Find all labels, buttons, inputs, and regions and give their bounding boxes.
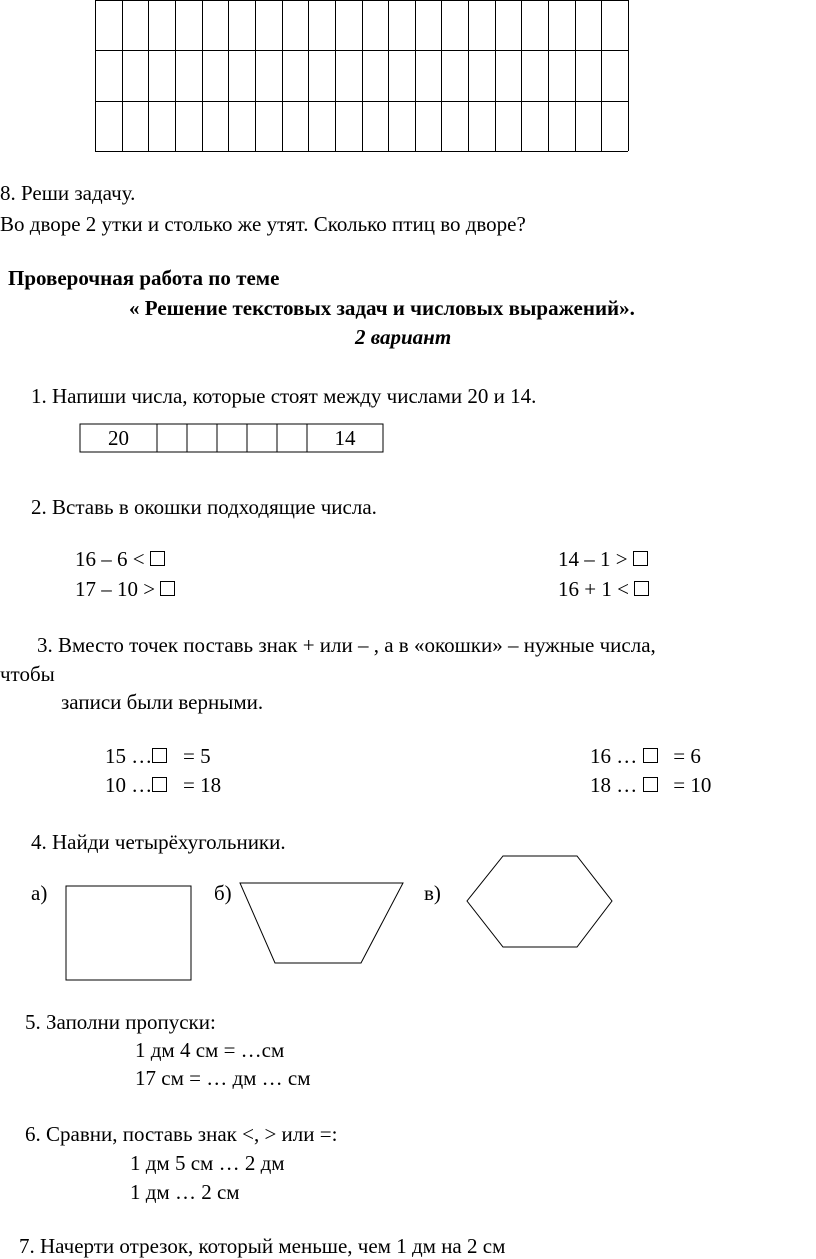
task2-expr-3: 14 – 1 >: [558, 549, 648, 570]
answer-box[interactable]: [643, 777, 658, 792]
task5-line1: 1 дм 4 см = …см: [135, 1038, 285, 1062]
shape-label-a: а): [31, 881, 48, 905]
test-topic: « Решение текстовых задач и числовых выражений».: [129, 296, 635, 320]
task3-text-line3: записи были верными.: [61, 690, 264, 714]
task4-text: 4. Найди четырёхугольники.: [31, 830, 286, 854]
task2-expr-1: 16 – 6 <: [75, 549, 165, 570]
grid-lines: [95, 0, 629, 152]
shape-label-c: в): [424, 881, 441, 905]
task3-text-line1: 3. Вместо точек поставь знак + или – , а в «окошки» – нужные числа,: [37, 633, 656, 657]
shape-label-b: б): [214, 881, 232, 905]
task2-expr-2: 17 – 10 >: [75, 579, 175, 600]
number-cell-start: 20: [108, 426, 129, 450]
task2-expr-4: 16 + 1 <: [558, 579, 649, 600]
task6-text: 6. Сравни, поставь знак <, > или =:: [25, 1122, 338, 1146]
answer-box[interactable]: [634, 581, 649, 596]
answer-box[interactable]: [633, 551, 648, 566]
task5-line2: 17 см = … дм … см: [135, 1066, 311, 1090]
shape-trapezoid: [240, 883, 403, 963]
task5-text: 5. Заполни пропуски:: [25, 1010, 216, 1034]
task6-line1: 1 дм 5 см … 2 дм: [130, 1151, 285, 1175]
answer-box[interactable]: [160, 581, 175, 596]
task3-expr-1: 15 … = 5: [105, 744, 211, 768]
number-cell-end: 14: [334, 426, 356, 450]
task7-text: 7. Начерти отрезок, который меньше, чем 1 дм на 2 см: [19, 1234, 506, 1258]
task2-text: 2. Вставь в окошки подходящие числа.: [31, 495, 377, 519]
answer-box[interactable]: [150, 551, 165, 566]
task3-expr-3: 16 … = 6: [590, 744, 701, 768]
answer-box[interactable]: [643, 748, 658, 763]
task3-expr-4: 18 … = 10: [590, 773, 712, 797]
test-title: Проверочная работа по теме: [8, 266, 280, 290]
variant-label: 2 вариант: [355, 325, 452, 349]
task8-title: 8. Реши задачу.: [0, 181, 136, 205]
task3-expr-2: 10 … = 18: [105, 773, 222, 797]
answer-box[interactable]: [152, 777, 167, 792]
task6-line2: 1 дм … 2 см: [130, 1180, 240, 1204]
task8-text: Во дворе 2 утки и столько же утят. Сколько птиц во дворе?: [0, 212, 526, 236]
task3-text-line2: чтобы: [0, 662, 55, 686]
shape-hexagon: [467, 856, 612, 947]
answer-box[interactable]: [152, 748, 167, 763]
shape-rectangle: [66, 886, 191, 980]
task1-text: 1. Напиши числа, которые стоят между числами 20 и 14.: [31, 384, 537, 408]
